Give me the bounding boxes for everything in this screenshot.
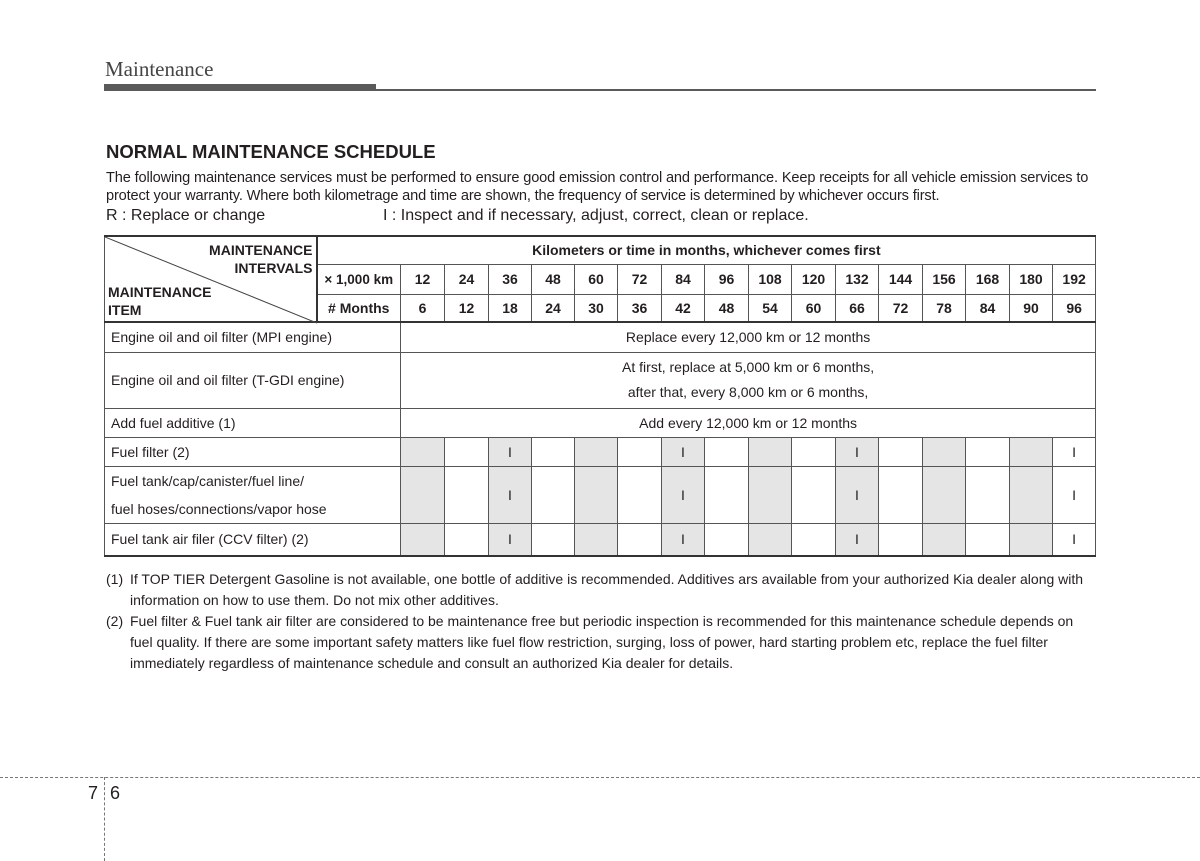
km-interval-cell: 60 [575,264,618,294]
corner-top-line1: MAINTENANCE [209,242,313,258]
month-interval-cell: 66 [836,294,879,322]
row-item-line1: Fuel tank/cap/canister/fuel line/ [111,472,304,489]
schedule-mark-cell [923,466,966,523]
month-interval-cell: 78 [923,294,966,322]
row-item: Fuel filter (2) [105,437,401,466]
row-span-text: Add every 12,000 km or 12 months [401,408,1096,437]
corner-intervals-label [209,241,312,277]
corner-top-line2: INTERVALS [234,260,313,276]
schedule-mark-cell [401,466,445,523]
schedule-mark-cell [575,466,618,523]
schedule-mark-cell [618,437,662,466]
table-row [105,322,1096,352]
schedule-mark-cell [1010,523,1053,556]
schedule-mark-cell [705,466,749,523]
table-row [105,408,1096,437]
footnote-text: If TOP TIER Detergent Gasoline is not available, one bottle of additive is recommended. Additives ars available from your authorized Kia dealer along with information on how to use them. Do not mix other additives. [130,571,1084,608]
schedule-mark-cell [618,523,662,556]
schedule-mark-cell [445,437,489,466]
schedule-mark-cell [923,437,966,466]
month-interval-cell: 84 [966,294,1010,322]
schedule-mark-cell [705,437,749,466]
schedule-mark-cell [575,523,618,556]
section-title: NORMAL MAINTENANCE SCHEDULE [106,141,436,162]
schedule-mark-cell [792,466,836,523]
schedule-mark-cell: I [836,523,879,556]
schedule-mark-cell: I [1053,466,1096,523]
month-interval-cell: 18 [489,294,532,322]
footer-vertical-rule [104,777,105,861]
km-label: × 1,000 km [317,264,401,294]
schedule-mark-cell [966,437,1010,466]
header-rule [104,84,1096,91]
km-interval-cell: 156 [923,264,966,294]
month-interval-cell: 96 [1053,294,1096,322]
month-interval-cell: 60 [792,294,836,322]
row-span-text: Replace every 12,000 km or 12 months [401,322,1096,352]
km-interval-cell: 180 [1010,264,1053,294]
schedule-mark-cell [532,437,575,466]
schedule-mark-cell [879,437,923,466]
footer-rule [0,777,1200,778]
km-interval-cell: 36 [489,264,532,294]
month-interval-cell: 12 [445,294,489,322]
schedule-mark-cell [749,466,792,523]
intro-paragraph: The following maintenance services must be performed to ensure good emission control and performance. Keep receipts for all vehicle emission services to protect your warranty. Where both kilometrage and time are shown, the frequency of service is determined by whichever occurs first. [106,170,1089,204]
schedule-mark-cell: I [489,437,532,466]
schedule-mark-cell [749,523,792,556]
footnote-number: (2) [106,613,124,629]
month-interval-cell: 36 [618,294,662,322]
schedule-mark-cell: I [662,437,705,466]
row-item: Add fuel additive (1) [105,408,401,437]
row-item-line2: fuel hoses/connections/vapor hose [111,500,327,517]
schedule-mark-cell [618,466,662,523]
month-interval-cell: 90 [1010,294,1053,322]
table-row [105,466,1096,523]
km-interval-cell: 120 [792,264,836,294]
schedule-mark-cell: I [662,466,705,523]
km-interval-cell: 132 [836,264,879,294]
schedule-mark-cell [575,437,618,466]
schedule-mark-cell: I [1053,437,1096,466]
schedule-mark-cell [1010,466,1053,523]
table-row [105,352,1096,408]
row-item [105,466,401,523]
months-label: # Months [317,294,401,322]
page-header-title: Maintenance [105,57,214,81]
km-interval-cell: 84 [662,264,705,294]
footnote-2 [106,611,1098,674]
km-interval-cell: 72 [618,264,662,294]
schedule-mark-cell [749,437,792,466]
month-interval-cell: 48 [705,294,749,322]
table-row [105,437,1096,466]
corner-item-label [108,283,211,319]
month-interval-cell: 54 [749,294,792,322]
schedule-mark-cell [532,523,575,556]
km-interval-cell: 96 [705,264,749,294]
schedule-mark-cell [923,523,966,556]
schedule-mark-cell [966,523,1010,556]
km-interval-cell: 192 [1053,264,1096,294]
km-interval-cell: 12 [401,264,445,294]
row-item: Engine oil and oil filter (T-GDI engine) [105,352,401,408]
footnote-text: Fuel filter & Fuel tank air filter are considered to be maintenance free but periodic inspection is recommended for this maintenance schedule depends on fuel quality. If there are some important safety matters like fuel flow restriction, surging, loss of power, hard starting problem etc, replace the fuel filter immediately regardless of maintenance schedule and consult an authorized Kia dealer for details. [130,613,1074,671]
corner-bottom-line2: ITEM [108,302,142,318]
schedule-mark-cell [532,466,575,523]
row-item: Engine oil and oil filter (MPI engine) [105,322,401,352]
row-span-text [401,352,1096,408]
schedule-mark-cell [966,466,1010,523]
footnote-number: (1) [106,571,124,587]
maintenance-schedule-table [104,235,1096,557]
legend-inspect: I : Inspect and if necessary, adjust, correct, clean or replace. [383,207,809,224]
month-interval-cell: 72 [879,294,923,322]
footnote-1 [106,569,1098,611]
schedule-mark-cell: I [1053,523,1096,556]
table-corner-header [105,236,317,322]
page-number: 6 [110,783,121,803]
schedule-mark-cell [879,523,923,556]
km-interval-cell: 144 [879,264,923,294]
schedule-mark-cell: I [662,523,705,556]
schedule-mark-cell [792,523,836,556]
km-interval-cell: 168 [966,264,1010,294]
month-interval-cell: 6 [401,294,445,322]
schedule-mark-cell [445,523,489,556]
schedule-mark-cell: I [489,523,532,556]
page-chapter-number: 7 [88,783,99,803]
schedule-mark-cell [401,523,445,556]
footnotes [106,569,1098,674]
corner-bottom-line1: MAINTENANCE [108,284,212,300]
schedule-mark-cell [792,437,836,466]
table-row [105,523,1096,556]
km-interval-cell: 24 [445,264,489,294]
schedule-mark-cell [879,466,923,523]
km-interval-cell: 48 [532,264,575,294]
schedule-mark-cell: I [836,437,879,466]
row-span-line1: At first, replace at 5,000 km or 6 months, [622,359,875,375]
schedule-mark-cell [445,466,489,523]
row-item: Fuel tank air filer (CCV filter) (2) [105,523,401,556]
month-interval-cell: 30 [575,294,618,322]
interval-span-header: Kilometers or time in months, whichever comes first [317,236,1096,264]
schedule-mark-cell: I [836,466,879,523]
month-interval-cell: 24 [532,294,575,322]
legend-replace: R : Replace or change [106,207,266,224]
schedule-mark-cell [1010,437,1053,466]
schedule-mark-cell: I [489,466,532,523]
month-interval-cell: 42 [662,294,705,322]
row-span-line2: after that, every 8,000 km or 6 months, [627,384,869,400]
schedule-mark-cell [705,523,749,556]
schedule-mark-cell [401,437,445,466]
km-interval-cell: 108 [749,264,792,294]
